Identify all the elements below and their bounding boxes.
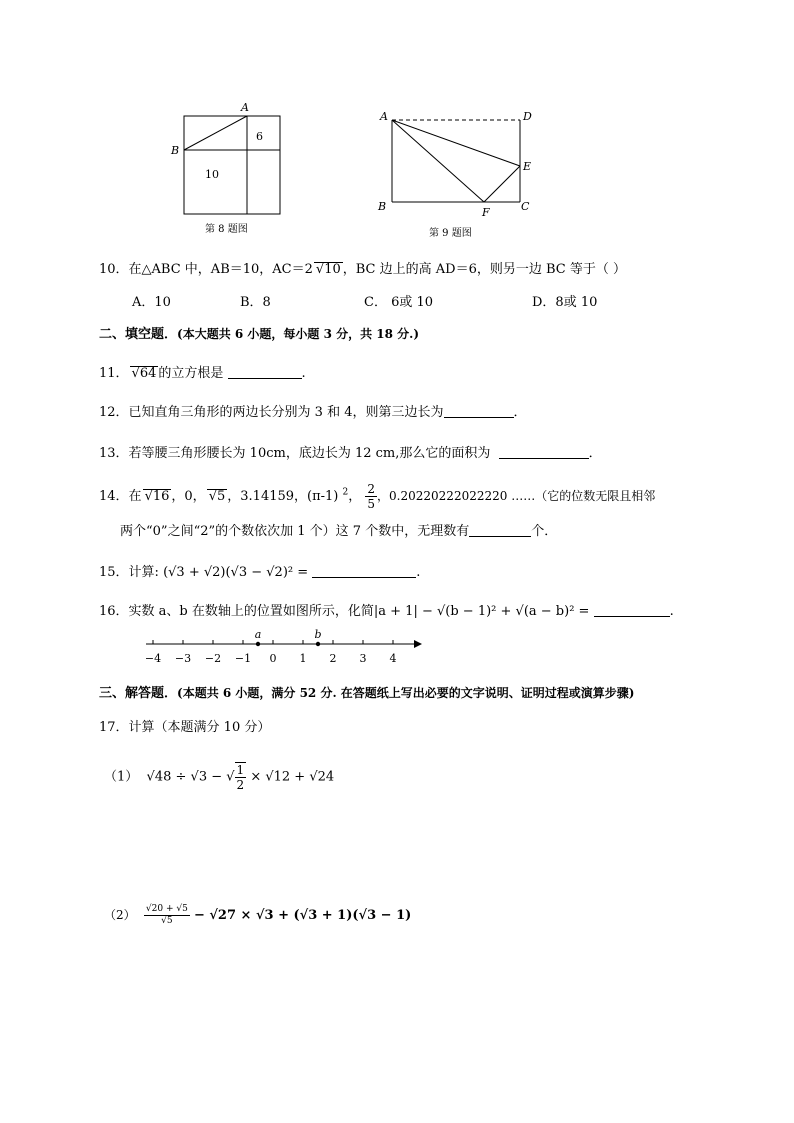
q10-option-c: C． 6或 10 [364,295,434,310]
section-2-title: 二、填空题． [99,327,178,342]
number-line-point-label-a: a [254,628,262,641]
q16-expression: |a + 1| − √(b − 1)² + √(a − b)² = [373,604,590,619]
q17-p2-fraction [144,904,190,927]
question-12 [99,401,527,420]
number-line-point-label-b: b [314,628,322,641]
q17-p1-expr-b: × √12 + √24 [250,769,335,785]
fig9-caption: 第 9 题图 [429,228,472,239]
q17-p2-label: （2） [104,908,136,922]
number-line-tick-label: 3 [359,652,367,665]
q11-end: . [301,366,306,381]
q11-number: 11． [99,366,129,381]
q11-radical: √64 [131,366,157,381]
q17-p1-frac-num: 1 [236,763,245,777]
q14-t6: ，0.20220222022220 ……（它的位数无限且相邻 [377,489,656,503]
fig9-label-e: E [523,160,532,173]
q10-radicand: 10 [324,262,341,277]
section-3-title: 三、解答题． [99,686,178,701]
number-line-point-b [316,642,320,646]
q17-p1-frac-den: 2 [236,778,245,792]
q10-option-a: A．10 [132,295,171,310]
q12-end: ． [513,405,527,420]
q14-fraction-den: 5 [367,497,376,511]
figure-9 [372,104,542,244]
q17-p1-fraction [235,762,247,792]
q14-answer-blank[interactable] [469,524,531,537]
fig9-label-a: A [380,110,388,123]
section-2-heading [99,323,419,342]
question-17-title: 17．计算（本题满分 10 分） [99,720,271,735]
q16-answer-blank[interactable] [594,604,670,617]
q10-number: 10． [99,262,129,277]
number-line-tick-label: −1 [234,652,252,665]
question-10 [99,258,626,277]
q14-t3: ，3.14159， [227,489,308,504]
q10-text-1: 在△ABC 中，AB＝10，AC＝ [128,262,305,277]
q13-number: 13． [99,446,129,461]
q14-t2: ，0， [171,489,206,504]
q14-t4: (π-1) [307,489,343,504]
number-line-tick-label: 4 [389,652,397,665]
q14-t1: 在 [128,489,142,504]
q13-answer-blank[interactable] [499,446,589,459]
q12-number: 12． [99,405,129,420]
question-16 [99,600,674,619]
q16-end: . [669,604,674,619]
fig8-label-b: B [171,144,180,157]
q14-sup: 2 [342,487,349,498]
q15-end: . [416,565,421,580]
question-17-part-2 [104,904,411,927]
q13-text: 若等腰三角形腰长为 10cm，底边长为 12 cm,那么它的面积为 [128,446,491,461]
q17-p2-frac-den: √5 [161,916,173,926]
q14-t5: ， [348,489,362,504]
q14-fraction-num: 2 [367,482,376,496]
q11-radicand: 64 [139,366,157,381]
q10-option-b: B．8 [240,295,271,310]
number-line-tick-label: −2 [204,652,222,665]
question-13 [99,442,602,461]
q14-line2-a: 两个“0”之间“2”的个数依次加 1 个）这 7 个数中，无理数有 [120,524,470,539]
q10-radical: √10 [315,262,341,277]
q14-radicand-16: 16 [152,489,170,504]
fig8-area-large: 10 [205,168,219,181]
q11-answer-blank[interactable] [228,366,302,379]
number-line-tick-label: −4 [144,652,162,665]
q14-radical-16: √16 [144,489,170,504]
section-3-heading [99,682,635,701]
q15-expression: (√3 + √2)(√3 − √2)² = [163,565,309,580]
question-17-part-1: （1） √48 ÷ √3 − √ $\frac{1}{2}$ × √12 + √24 [104,763,335,792]
fig9-label-d: D [523,110,532,123]
question-14-line-1 [99,482,655,511]
section-2-note: (本大题共 6 小题，每小题 3 分，共 18 分.) [177,327,420,341]
question-15 [99,561,420,580]
number-line-arrow [414,640,422,648]
q14-number: 14． [99,489,129,504]
q11-text: 的立方根是 [158,366,224,381]
fig9-label-c: C [521,200,530,213]
q14-radical-5: √5 [208,489,226,504]
q10-coef: 2 [304,262,313,277]
q16-number: 16． [99,604,129,619]
q15-label: 计算: [128,565,159,580]
q17-p2-frac-num: √20 + √5 [145,904,188,914]
q10-text-2: ，BC 边上的高 AD＝6，则另一边 BC 等于（ ） [342,262,626,277]
fig9-label-f: F [482,206,490,219]
q14-fraction [365,482,377,511]
q14-line2-b: 个． [531,524,558,539]
q13-end: ． [588,446,602,461]
number-line-tick-label: 2 [329,652,337,665]
q17-p1-label: （1） [104,769,139,785]
q17-p2-expr: − √27 × √3 + (√3 + 1)(√3 − 1) [193,908,412,923]
fig8-label-a: A [241,101,249,114]
fig9-label-b: B [378,200,387,213]
number-line-tick-label: −3 [174,652,192,665]
section-3-note: (本题共 6 小题，满分 52 分. 在答题纸上写出必要的文字说明、证明过程或演算步骤) [177,686,635,700]
q15-number: 15． [99,565,129,580]
q12-text: 已知直角三角形的两边长分别为 3 和 4，则第三边长为 [128,405,444,420]
q16-text: 实数 a、b 在数轴上的位置如图所示，化简 [128,604,374,619]
number-line [138,626,428,670]
q17-p1-expr-a: √48 ÷ √3 − [146,769,223,785]
q12-answer-blank[interactable] [444,405,514,418]
number-line-tick-label: 1 [299,652,307,665]
q10-option-d: D．8或 10 [532,295,598,310]
number-line-point-a [256,642,260,646]
question-14-line-2 [120,520,557,539]
figure-8 [165,98,290,243]
question-11 [99,362,306,381]
fig8-caption: 第 8 题图 [205,224,248,235]
q14-radicand-5: 5 [216,489,226,504]
number-line-tick-label: 0 [269,652,277,665]
fig8-area-small: 6 [256,130,263,143]
q15-answer-blank[interactable] [312,565,416,578]
